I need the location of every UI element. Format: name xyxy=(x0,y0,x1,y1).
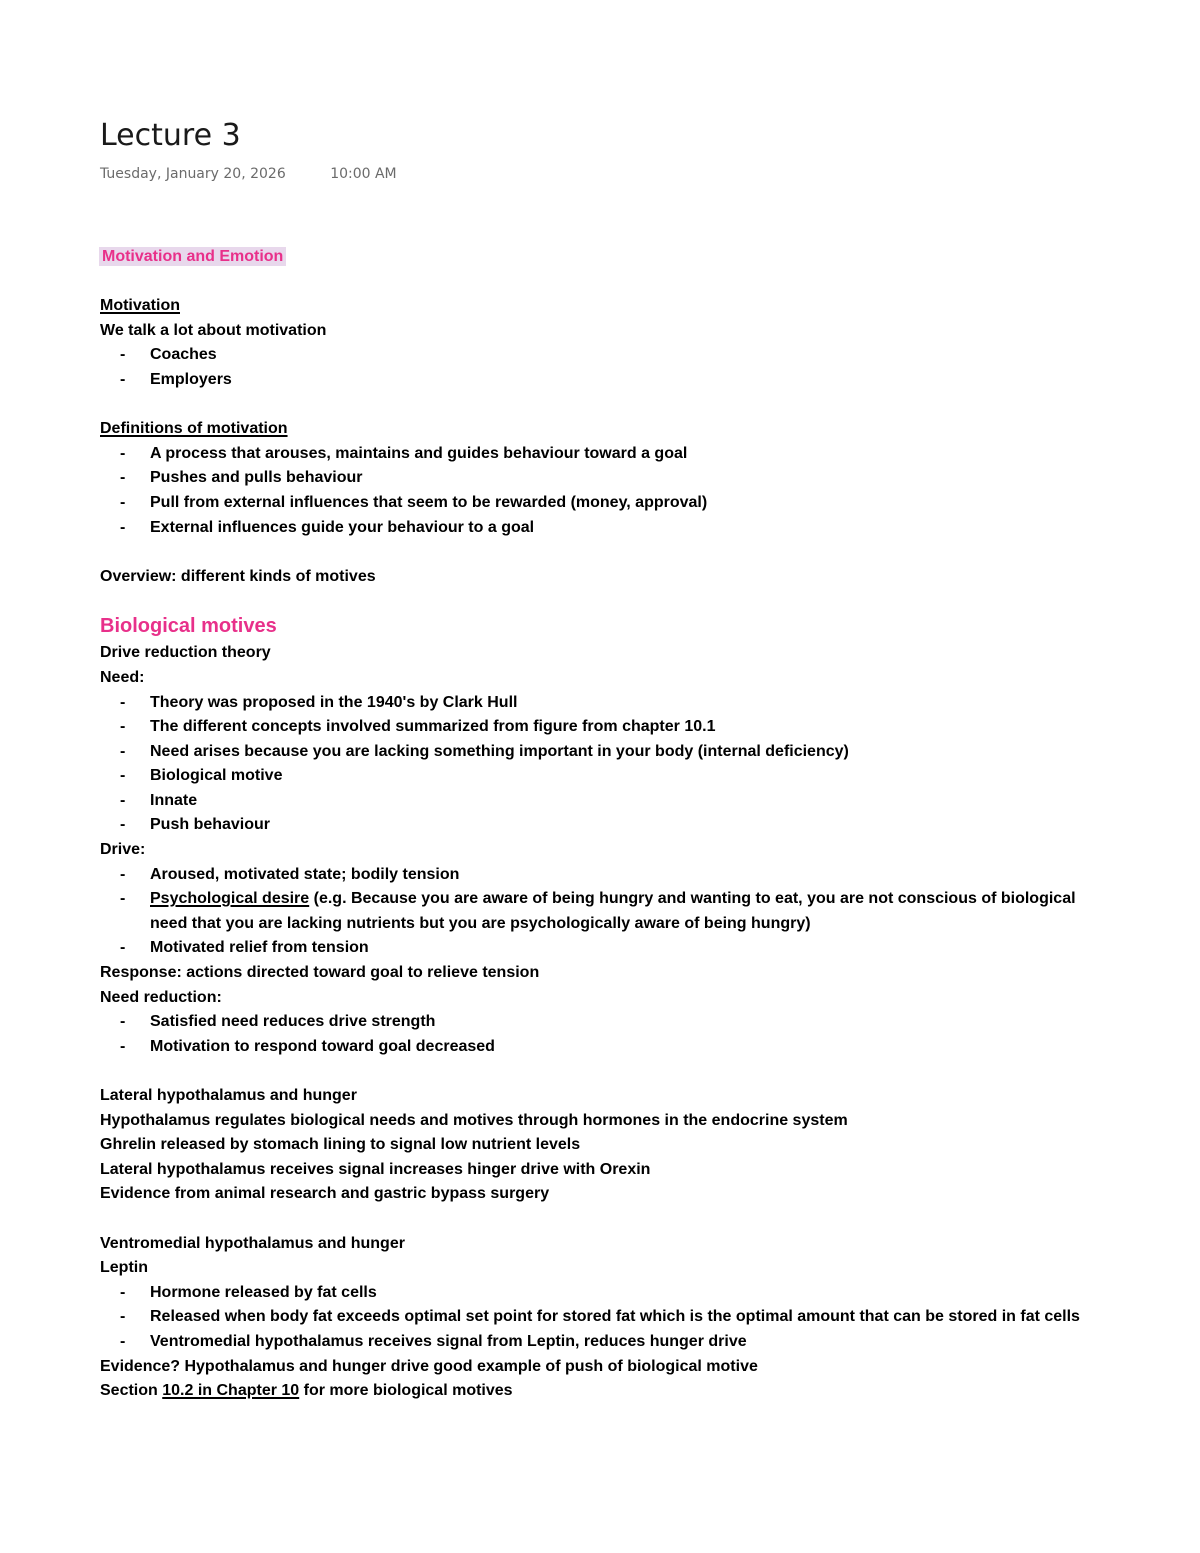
definitions-heading: Definitions of motivation xyxy=(100,420,288,438)
section-reference: Section 10.2 in Chapter 10 for more biological motives xyxy=(100,1382,513,1400)
biological-heading: Biological motives xyxy=(100,615,277,638)
lateral-line: Evidence from animal research and gastric bypass surgery xyxy=(100,1185,550,1203)
psychological-desire-term: Psychological desire xyxy=(150,890,310,908)
motivation-heading: Motivation xyxy=(100,297,180,315)
page-meta xyxy=(100,166,397,182)
drive-label: Drive: xyxy=(100,841,146,859)
lateral-line: Ghrelin released by stomach lining to signal low nutrient levels xyxy=(100,1136,581,1154)
list-item: - Biological motive xyxy=(150,764,1100,789)
definitions-list xyxy=(100,442,1100,540)
list-item: - Ventromedial hypothalamus receives signal from Leptin, reduces hunger drive xyxy=(150,1330,1100,1355)
topic-heading: Motivation and Emotion xyxy=(99,247,286,266)
list-item: - A process that arouses, maintains and guides behaviour toward a goal xyxy=(150,442,1100,467)
list-item: - Employers xyxy=(150,368,1100,393)
list-item: - Psychological desire (e.g. Because you are aware of being hungry and wanting to eat, you are not conscious of biological need that you are lacking nutrients but you are psychologically aware of being hungry) xyxy=(150,887,1100,936)
overview-line: Overview: different kinds of motives xyxy=(100,567,376,585)
list-item: - Need arises because you are lacking something important in your body (internal deficiency) xyxy=(150,740,1100,765)
lateral-line: Hypothalamus regulates biological needs and motives through hormones in the endocrine system xyxy=(100,1111,848,1129)
page-title: Lecture 3 xyxy=(100,118,241,153)
list-item: - Motivation to respond toward goal decreased xyxy=(150,1035,1100,1060)
page-date: Tuesday, January 20, 2026 xyxy=(100,166,286,182)
leptin-label: Leptin xyxy=(100,1259,148,1277)
list-item: - Pushes and pulls behaviour xyxy=(150,466,1100,491)
list-item: - Satisfied need reduces drive strength xyxy=(150,1010,1100,1035)
lateral-line: Lateral hypothalamus receives signal increases hinger drive with Orexin xyxy=(100,1160,651,1178)
list-item: - Hormone released by fat cells xyxy=(150,1281,1100,1306)
need-list xyxy=(100,691,1100,839)
need-reduction-label: Need reduction: xyxy=(100,988,222,1006)
list-item: - Pull from external influences that seem to be rewarded (money, approval) xyxy=(150,491,1100,516)
need-label: Need: xyxy=(100,668,145,686)
response-line: Response: actions directed toward goal to relieve tension xyxy=(100,964,540,982)
topic-line xyxy=(100,245,1100,270)
note-content[interactable] xyxy=(100,245,1100,1404)
list-item: - Aroused, motivated state; bodily tension xyxy=(150,863,1100,888)
leptin-list xyxy=(100,1281,1100,1355)
section-link[interactable]: 10.2 in Chapter 10 xyxy=(162,1382,300,1400)
evidence-line: Evidence? Hypothalamus and hunger drive good example of push of biological motive xyxy=(100,1357,758,1375)
list-item: - Motivated relief from tension xyxy=(150,936,1100,961)
need-reduction-list xyxy=(100,1010,1100,1059)
list-item: - Innate xyxy=(150,789,1100,814)
list-item: - Coaches xyxy=(150,343,1100,368)
ventromedial-heading: Ventromedial hypothalamus and hunger xyxy=(100,1234,405,1252)
list-item: - External influences guide your behaviour to a goal xyxy=(150,516,1100,541)
drive-reduction-title: Drive reduction theory xyxy=(100,644,271,662)
list-item: - Push behaviour xyxy=(150,813,1100,838)
motivation-list xyxy=(100,343,1100,392)
list-item: - The different concepts involved summarized from figure from chapter 10.1 xyxy=(150,715,1100,740)
list-item: - Released when body fat exceeds optimal set point for stored fat which is the optimal amount that can be stored in fat cells xyxy=(150,1305,1100,1330)
list-item: - Theory was proposed in the 1940's by Clark Hull xyxy=(150,691,1100,716)
lateral-heading: Lateral hypothalamus and hunger xyxy=(100,1087,357,1104)
motivation-intro: We talk a lot about motivation xyxy=(100,321,327,339)
drive-list xyxy=(100,863,1100,961)
page-time: 10:00 AM xyxy=(330,166,397,182)
